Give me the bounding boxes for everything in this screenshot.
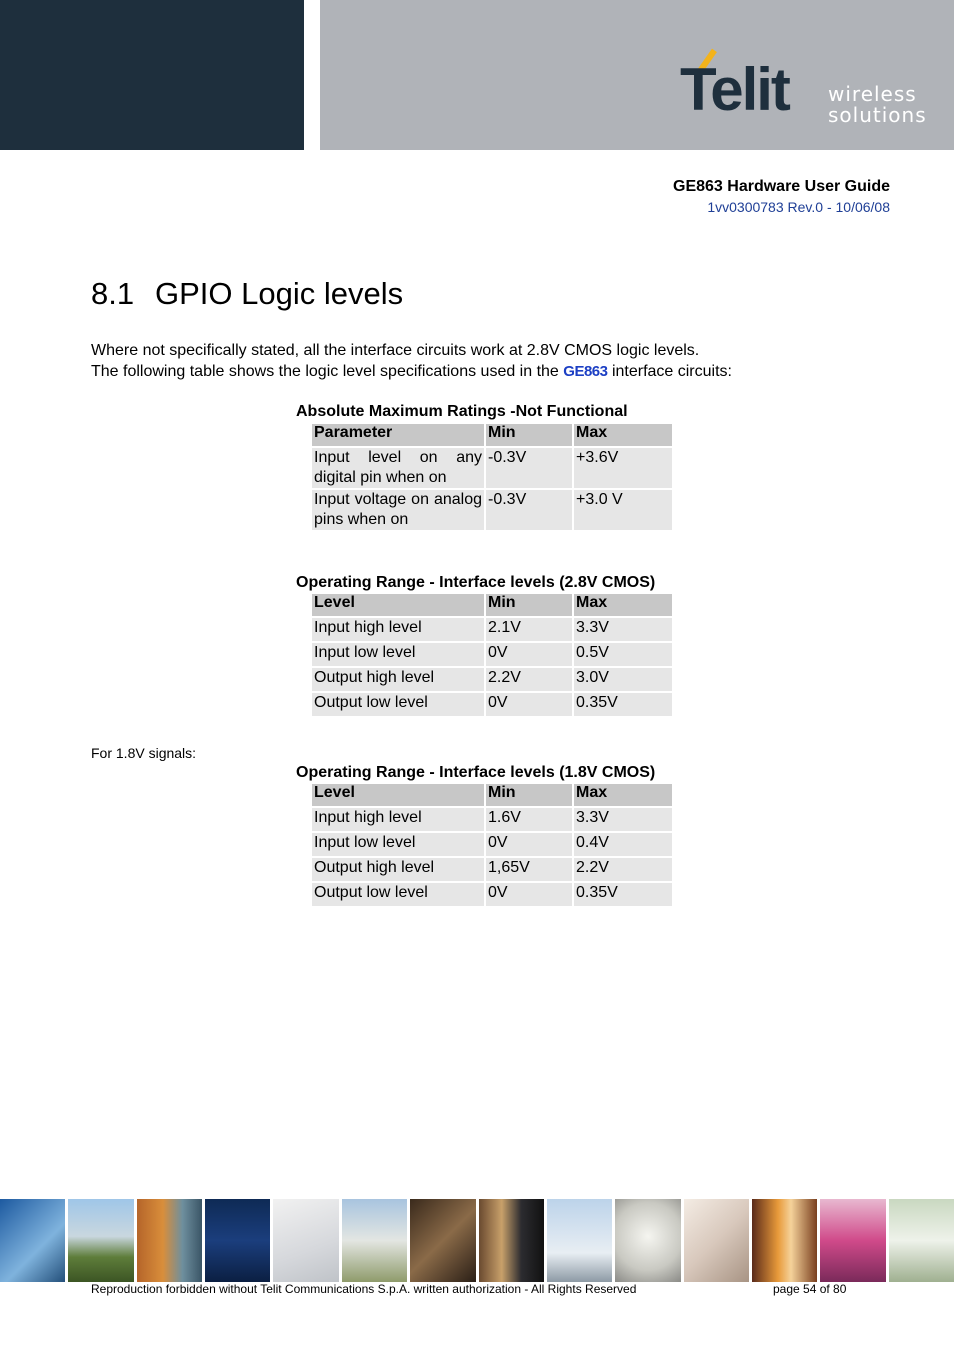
table-cell: Output high level bbox=[312, 858, 484, 881]
header-dark-block bbox=[0, 0, 304, 150]
table-cell: 0.35V bbox=[574, 883, 672, 906]
intro-paragraph-line1: Where not specifically stated, all the interface circuits work at 2.8V CMOS logic levels. bbox=[91, 342, 700, 359]
photo-tile bbox=[615, 1199, 680, 1282]
table-row bbox=[312, 643, 672, 666]
table-cell: -0.3V bbox=[486, 490, 572, 530]
table-header-row bbox=[312, 424, 672, 446]
table-cell: 0.35V bbox=[574, 693, 672, 716]
table-cell: 0V bbox=[486, 883, 572, 906]
footer-page-number: page 54 of 80 bbox=[773, 1282, 847, 1296]
table-cell: 1.6V bbox=[486, 808, 572, 831]
photo-tile bbox=[752, 1199, 817, 1282]
table-cell: 2.2V bbox=[574, 858, 672, 881]
table-cell: -0.3V bbox=[486, 448, 572, 488]
photo-tile bbox=[820, 1199, 885, 1282]
section-number: 8.1 bbox=[91, 276, 135, 311]
table-cell: Input level on any digital pin when on bbox=[314, 449, 482, 486]
document-revision: 1vv0300783 Rev.0 - 10/06/08 bbox=[707, 199, 890, 215]
section-title: GPIO Logic levels bbox=[155, 276, 404, 311]
photo-tile bbox=[889, 1199, 954, 1282]
table-cell: 0.4V bbox=[574, 833, 672, 856]
footer-copyright: Reproduction forbidden without Telit Communications S.p.A. written authorization - All Rights Reserved bbox=[91, 1282, 637, 1296]
range-2v8-table bbox=[310, 592, 674, 718]
column-header: Max bbox=[574, 594, 672, 616]
table-cell: 1,65V bbox=[486, 858, 572, 881]
photo-tile bbox=[479, 1199, 544, 1282]
photo-tile bbox=[342, 1199, 407, 1282]
table-cell: 0.5V bbox=[574, 643, 672, 666]
table-cell: +3.0 V bbox=[574, 490, 672, 530]
photo-tile bbox=[547, 1199, 612, 1282]
table-cell: 0V bbox=[486, 693, 572, 716]
table-cell: Input low level bbox=[312, 833, 484, 856]
photo-tile bbox=[684, 1199, 749, 1282]
table-cell: Output high level bbox=[312, 668, 484, 691]
photo-tile bbox=[68, 1199, 133, 1282]
table-caption-2v8: Operating Range - Interface levels (2.8V CMOS) bbox=[296, 574, 656, 591]
table-caption-1v8: Operating Range - Interface levels (1.8V CMOS) bbox=[296, 764, 656, 781]
table-cell: 0V bbox=[486, 833, 572, 856]
table-cell: Input high level bbox=[312, 618, 484, 641]
section-heading bbox=[91, 276, 403, 312]
column-header: Min bbox=[486, 594, 572, 616]
table-row bbox=[312, 668, 672, 691]
table-cell: Input voltage on analog pins when on bbox=[314, 491, 482, 528]
document-title: GE863 Hardware User Guide bbox=[673, 178, 890, 195]
logo-wordmark: Telit bbox=[680, 56, 789, 123]
table-cell: Output low level bbox=[312, 693, 484, 716]
table-caption-absolute: Absolute Maximum Ratings -Not Functional bbox=[296, 403, 628, 420]
table-cell: +3.6V bbox=[574, 448, 672, 488]
photo-tile bbox=[205, 1199, 270, 1282]
table-header-row bbox=[312, 594, 672, 616]
table-cell: 2.2V bbox=[486, 668, 572, 691]
photo-tile bbox=[137, 1199, 202, 1282]
footer-photo-strip bbox=[0, 1199, 954, 1282]
photo-tile bbox=[410, 1199, 475, 1282]
table-row bbox=[312, 618, 672, 641]
absolute-ratings-table bbox=[310, 422, 674, 532]
logo-tagline: wireless solutions bbox=[828, 82, 927, 127]
table-cell: 3.0V bbox=[574, 668, 672, 691]
table-row bbox=[312, 490, 672, 530]
product-name: GE863 bbox=[563, 363, 608, 380]
photo-tile bbox=[0, 1199, 65, 1282]
range-1v8-table bbox=[310, 782, 674, 908]
table-header-row bbox=[312, 784, 672, 806]
table-cell: Input low level bbox=[312, 643, 484, 666]
table-row bbox=[312, 808, 672, 831]
column-header: Min bbox=[486, 424, 572, 446]
intro-paragraph-line2: The following table shows the logic level specifications used in the GE863 interface circuits: bbox=[91, 363, 732, 380]
table-cell: Input high level bbox=[312, 808, 484, 831]
table-cell: 2.1V bbox=[486, 618, 572, 641]
table-row bbox=[312, 833, 672, 856]
table-row bbox=[312, 858, 672, 881]
note-1v8-signals: For 1.8V signals: bbox=[91, 745, 197, 761]
table-row bbox=[312, 693, 672, 716]
table-row bbox=[312, 883, 672, 906]
table-cell: Output low level bbox=[312, 883, 484, 906]
table-cell: 0V bbox=[486, 643, 572, 666]
column-header: Level bbox=[312, 594, 484, 616]
column-header: Parameter bbox=[312, 424, 484, 446]
photo-tile bbox=[273, 1199, 338, 1282]
column-header: Max bbox=[574, 784, 672, 806]
table-row bbox=[312, 448, 672, 488]
table-cell: 3.3V bbox=[574, 618, 672, 641]
column-header: Min bbox=[486, 784, 572, 806]
telit-logo bbox=[676, 48, 936, 133]
table-cell: 3.3V bbox=[574, 808, 672, 831]
column-header: Max bbox=[574, 424, 672, 446]
column-header: Level bbox=[312, 784, 484, 806]
